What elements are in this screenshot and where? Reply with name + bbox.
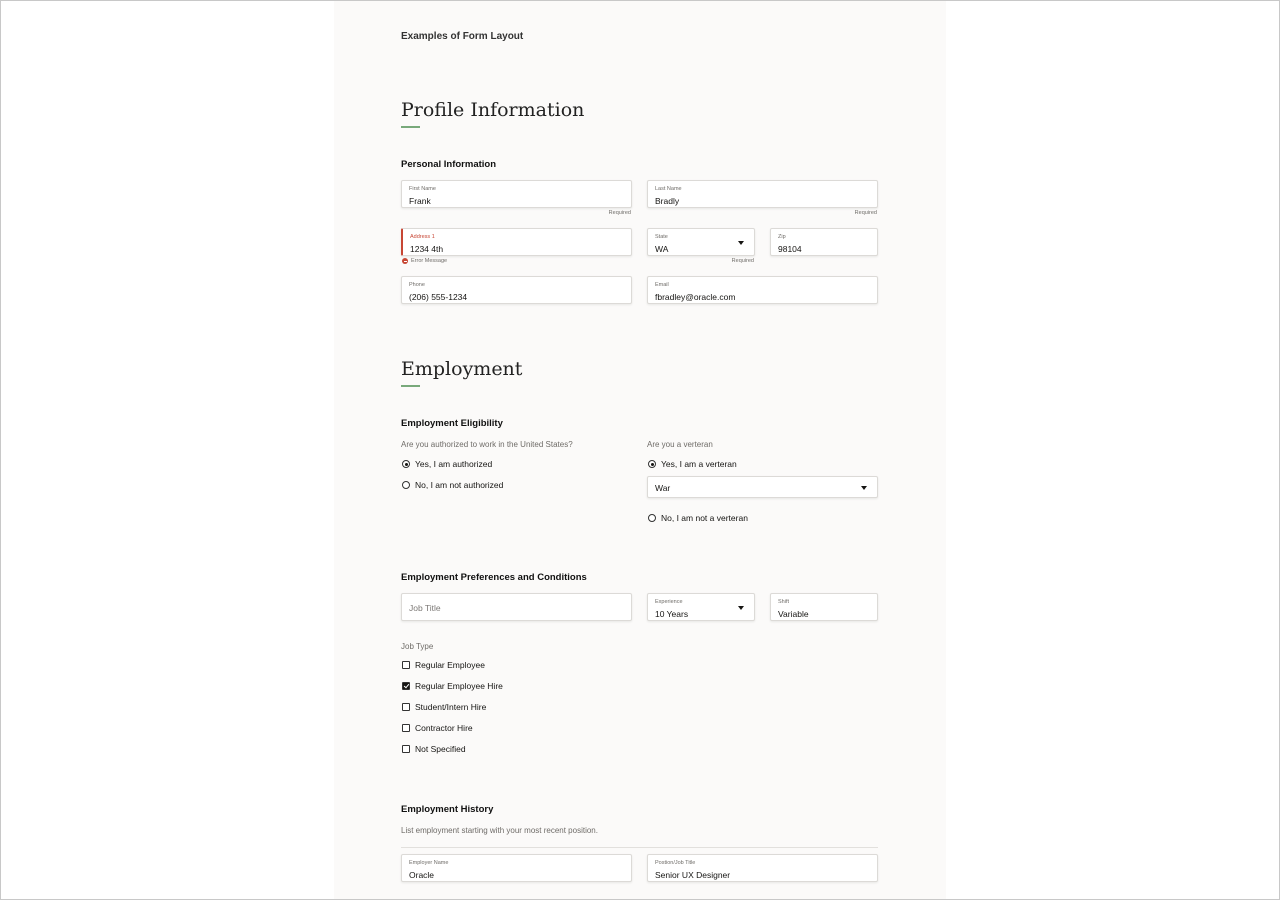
section-title-employment: Employment — [401, 358, 523, 380]
chevron-down-icon — [738, 606, 744, 610]
section-accent-rule — [401, 385, 420, 387]
veteran-question: Are you a verteran — [647, 440, 713, 449]
radio-veteran-no[interactable] — [647, 513, 847, 525]
last-name-field[interactable] — [647, 180, 878, 208]
employer-name-label: Employer Name — [409, 860, 449, 866]
address1-value: 1234 4th — [410, 244, 444, 254]
checkbox-label: Not Specified — [415, 744, 466, 754]
shift-value: Variable — [778, 609, 809, 619]
experience-value: 10 Years — [655, 609, 689, 619]
shift-field[interactable] — [770, 593, 878, 621]
checkbox-not-specified[interactable] — [401, 744, 601, 756]
employer-name-field[interactable] — [401, 854, 632, 882]
last-name-label: Last Name — [655, 186, 682, 192]
chevron-down-icon — [738, 241, 744, 245]
checkbox[interactable] — [402, 682, 410, 690]
error-icon — [402, 258, 408, 264]
checkbox-label: Contractor Hire — [415, 723, 473, 733]
address1-error — [402, 258, 447, 264]
phone-label: Phone — [409, 282, 425, 288]
last-name-required: Required — [854, 210, 877, 216]
section-accent-rule — [401, 126, 420, 128]
first-name-label: First Name — [409, 186, 436, 192]
experience-label: Experience — [655, 599, 683, 605]
radio-button[interactable] — [402, 481, 410, 489]
page-heading: Examples of Form Layout — [401, 31, 524, 42]
employer-name-value: Oracle — [409, 870, 435, 880]
checkbox[interactable] — [402, 724, 410, 732]
checkbox-contractor-hire[interactable] — [401, 723, 601, 735]
state-select[interactable] — [647, 228, 755, 256]
radio-label: No, I am not authorized — [415, 480, 504, 490]
radio-authorized-yes[interactable] — [401, 459, 601, 471]
position-value: Senior UX Designer — [655, 870, 731, 880]
checkbox-student-intern-hire[interactable] — [401, 702, 601, 714]
veteran-type-select[interactable] — [647, 476, 878, 498]
zip-field[interactable] — [770, 228, 878, 256]
radio-button[interactable] — [648, 514, 656, 522]
authorized-question: Are you authorized to work in the United States? — [401, 440, 573, 449]
shift-label: Shift — [778, 599, 790, 605]
job-title-input[interactable] — [401, 593, 632, 621]
checkbox[interactable] — [402, 703, 410, 711]
radio-authorized-no[interactable] — [401, 480, 601, 492]
email-value: fbradley@oracle.com — [655, 292, 736, 302]
state-required: Required — [731, 258, 754, 264]
form-page — [334, 0, 946, 900]
employment-history-note: List employment starting with your most recent position. — [401, 826, 598, 835]
checkbox-regular-employee[interactable] — [401, 660, 601, 672]
state-value: WA — [655, 244, 669, 254]
experience-select[interactable] — [647, 593, 755, 621]
checkbox[interactable] — [402, 661, 410, 669]
job-type-label: Job Type — [401, 642, 434, 651]
address1-error-message: Error Message — [411, 258, 448, 264]
address1-label: Address 1 — [410, 234, 435, 240]
email-label: Email — [655, 282, 669, 288]
checkbox-label: Student/Intern Hire — [415, 702, 487, 712]
phone-value: (206) 555-1234 — [409, 292, 468, 302]
first-name-value: Frank — [409, 196, 431, 206]
checkbox-label: Regular Employee Hire — [415, 681, 503, 691]
radio-label: No, I am not a verteran — [661, 513, 748, 523]
first-name-required: Required — [608, 210, 631, 216]
state-label: State — [655, 234, 668, 240]
job-title-placeholder: Job Title — [409, 603, 441, 613]
subheading-employment-history: Employment History — [401, 804, 494, 815]
zip-label: Zip — [778, 234, 786, 240]
checkbox-label: Regular Employee — [415, 660, 485, 670]
veteran-type-value: War — [655, 483, 671, 493]
subheading-employment-eligibility: Employment Eligibility — [401, 418, 503, 429]
phone-field[interactable] — [401, 276, 632, 304]
last-name-value: Bradly — [655, 196, 680, 206]
radio-button[interactable] — [648, 460, 656, 468]
first-name-field[interactable] — [401, 180, 632, 208]
radio-label: Yes, I am a verteran — [661, 459, 737, 469]
radio-veteran-yes[interactable] — [647, 459, 847, 471]
divider — [401, 847, 878, 848]
email-field[interactable] — [647, 276, 878, 304]
checkbox-regular-employee-hire[interactable] — [401, 681, 601, 693]
section-title-profile: Profile Information — [401, 99, 585, 121]
zip-value: 98104 — [778, 244, 802, 254]
position-label: Postion/Job Title — [655, 860, 696, 866]
position-field[interactable] — [647, 854, 878, 882]
address1-field[interactable] — [401, 228, 632, 256]
subheading-personal-information: Personal Information — [401, 159, 497, 170]
chevron-down-icon — [861, 486, 867, 490]
checkbox[interactable] — [402, 745, 410, 753]
subheading-employment-preferences: Employment Preferences and Conditions — [401, 572, 587, 583]
radio-label: Yes, I am authorized — [415, 459, 493, 469]
radio-button[interactable] — [402, 460, 410, 468]
